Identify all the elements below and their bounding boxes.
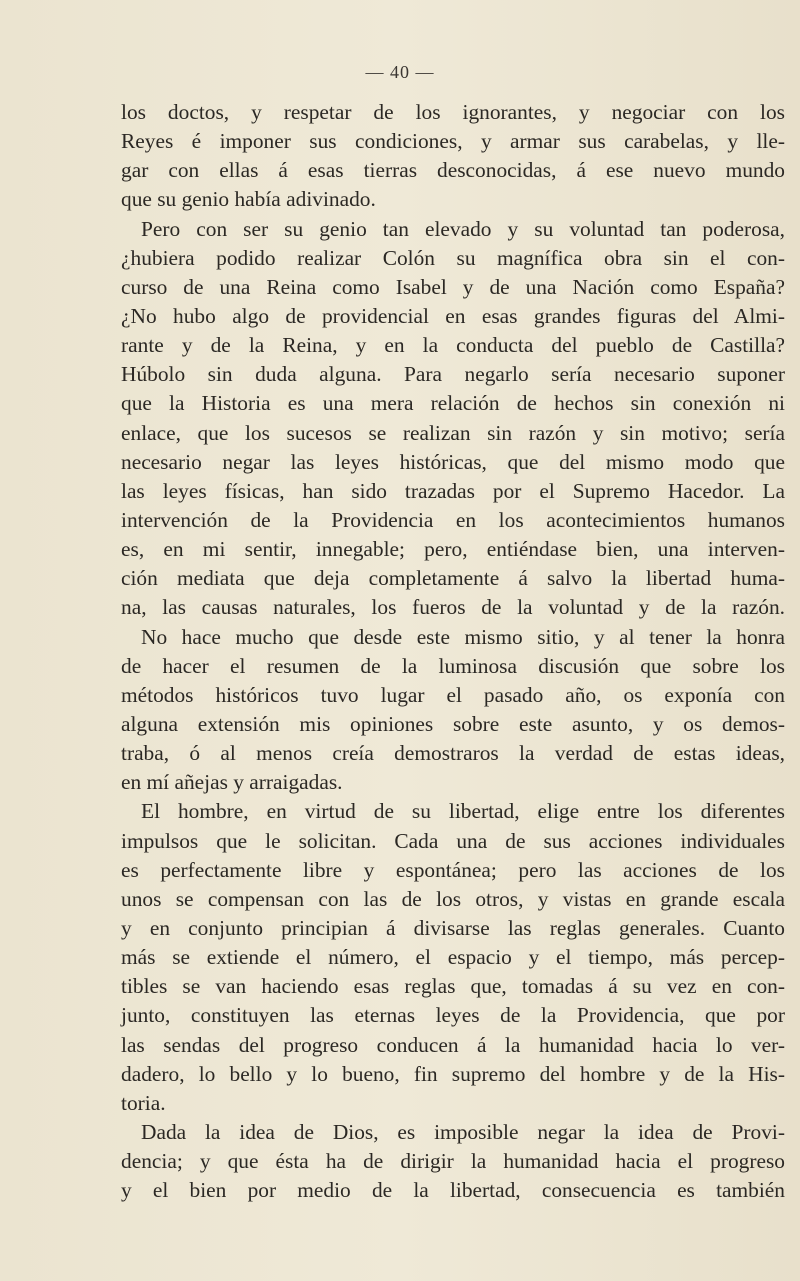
text-line: que la Historia es una mera relación de hechos sin conexión ni xyxy=(121,391,785,416)
text-line: dadero, lo bello y lo bueno, fin supremo del hombre y de la His- xyxy=(121,1061,785,1086)
text-line: tibles se van haciendo esas reglas que, tomadas á su vez en con- xyxy=(121,974,785,999)
text-line: que su genio había adivinado. xyxy=(121,187,376,212)
text-line: es perfectamente libre y espontánea; pero las acciones de los xyxy=(121,857,785,882)
text-line: enlace, que los sucesos se realizan sin razón y sin motivo; sería xyxy=(121,420,785,445)
text-line: El hombre, en virtud de su libertad, elige entre los diferentes xyxy=(141,799,785,824)
text-line: de hacer el resumen de la luminosa discusión que sobre los xyxy=(121,653,785,678)
text-line: dencia; y que ésta ha de dirigir la humanidad hacia el progreso xyxy=(121,1149,785,1174)
page-number: — 40 — xyxy=(365,62,435,82)
text-line: métodos históricos tuvo lugar el pasado año, os exponía con xyxy=(121,682,785,707)
text-line: ¿hubiera podido realizar Colón su magnífica obra sin el con- xyxy=(121,245,785,270)
text-line: Pero con ser su genio tan elevado y su voluntad tan poderosa, xyxy=(141,216,785,241)
text-line: junto, constituyen las eternas leyes de la Providencia, que por xyxy=(121,1003,785,1028)
text-line: ción mediata que deja completamente á salvo la libertad huma- xyxy=(121,566,785,591)
text-line: intervención de la Providencia en los acontecimientos humanos xyxy=(121,507,785,532)
text-line: es, en mi sentir, innegable; pero, entiéndase bien, una interven- xyxy=(121,537,785,562)
text-line: na, las causas naturales, los fueros de la voluntad y de la razón. xyxy=(121,595,785,620)
text-line: en mí añejas y arraigadas. xyxy=(121,770,343,795)
text-line: Dada la idea de Dios, es imposible negar la idea de Provi- xyxy=(141,1119,785,1144)
text-line: más se extiende el número, el espacio y el tiempo, más percep- xyxy=(121,945,785,970)
text-line: Reyes é imponer sus condiciones, y armar sus carabelas, y lle- xyxy=(121,129,785,154)
text-line: y el bien por medio de la libertad, consecuencia es también xyxy=(121,1178,785,1203)
text-line: las sendas del progreso conducen á la humanidad hacia lo ver- xyxy=(121,1032,785,1057)
body-text xyxy=(121,98,785,1205)
text-line: alguna extensión mis opiniones sobre este asunto, y os demos- xyxy=(121,711,785,736)
text-line: toria. xyxy=(121,1090,166,1115)
text-line: las leyes físicas, han sido trazadas por el Supremo Hacedor. La xyxy=(121,478,785,503)
text-line: traba, ó al menos creía demostraros la verdad de estas ideas, xyxy=(121,741,785,766)
text-line: impulsos que le solicitan. Cada una de sus acciones individuales xyxy=(121,828,785,853)
text-line: ¿No hubo algo de providencial en esas grandes figuras del Almi- xyxy=(121,303,785,328)
text-line: gar con ellas á esas tierras desconocidas, á ese nuevo mundo xyxy=(121,158,785,183)
text-line: rante y de la Reina, y en la conducta del pueblo de Castilla? xyxy=(121,333,785,358)
text-line: Húbolo sin duda alguna. Para negarlo sería necesario suponer xyxy=(121,362,785,387)
text-line: unos se compensan con las de los otros, y vistas en grande escala xyxy=(121,886,785,911)
text-line: y en conjunto principian á divisarse las reglas generales. Cuanto xyxy=(121,915,785,940)
text-line: curso de una Reina como Isabel y de una Nación como España? xyxy=(121,274,785,299)
text-line: los doctos, y respetar de los ignorantes, y negociar con los xyxy=(121,100,785,124)
text-line: necesario negar las leyes históricas, que del mismo modo que xyxy=(121,449,785,474)
text-line: No hace mucho que desde este mismo sitio, y al tener la honra xyxy=(141,624,785,649)
